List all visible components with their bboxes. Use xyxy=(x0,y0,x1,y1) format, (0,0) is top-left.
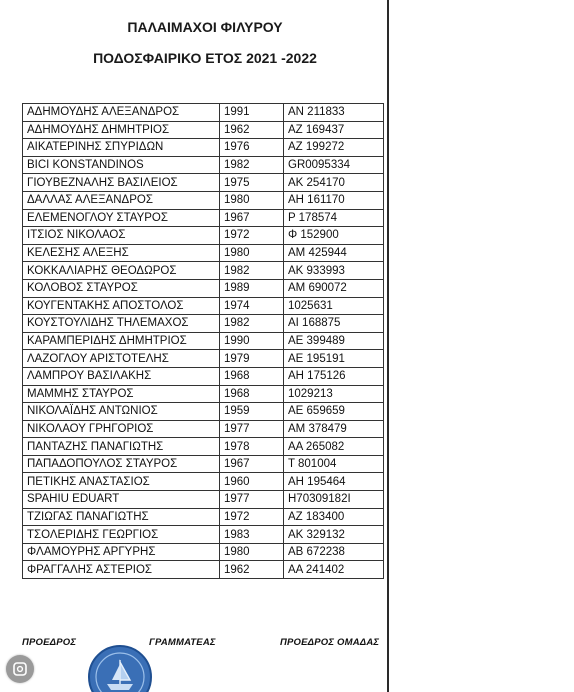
table-row xyxy=(23,367,384,385)
player-id-cell: ΑΜ 425944 xyxy=(284,244,384,262)
table-row xyxy=(23,403,384,421)
table-row xyxy=(23,244,384,262)
player-name-cell: ΜΑΜΜΗΣ ΣΤΑΥΡΟΣ xyxy=(23,385,220,403)
player-year-cell: 1972 xyxy=(220,227,284,245)
player-year-cell: 1975 xyxy=(220,174,284,192)
player-name-cell: ΑΔΗΜΟΥΔΗΣ ΑΛΕΞΑΝΔΡΟΣ xyxy=(23,104,220,122)
player-year-cell: 1991 xyxy=(220,104,284,122)
table-row xyxy=(23,508,384,526)
player-year-cell: 1974 xyxy=(220,297,284,315)
player-year-cell: 1983 xyxy=(220,526,284,544)
player-name-cell: ΑΔΗΜΟΥΔΗΣ ΔΗΜΗΤΡΙΟΣ xyxy=(23,121,220,139)
player-year-cell: 1967 xyxy=(220,209,284,227)
secretary-signature-label: ΓΡΑΜΜΑΤΕΑΣ xyxy=(149,637,216,648)
player-id-cell: ΑΚ 254170 xyxy=(284,174,384,192)
table-row xyxy=(23,104,384,122)
player-year-cell: 1976 xyxy=(220,139,284,157)
table-row xyxy=(23,473,384,491)
player-id-cell: Ρ 178574 xyxy=(284,209,384,227)
player-name-cell: ΠΕΤΙΚΗΣ ΑΝΑΣΤΑΣΙΟΣ xyxy=(23,473,220,491)
table-row xyxy=(23,332,384,350)
player-name-cell: ΛΑΜΠΡΟΥ ΒΑΣΙΛΑΚΗΣ xyxy=(23,367,220,385)
table-row xyxy=(23,121,384,139)
table-row xyxy=(23,455,384,473)
player-year-cell: 1980 xyxy=(220,191,284,209)
player-name-cell: ΚΟΥΣΤΟΥΛΙΔΗΣ ΤΗΛΕΜΑΧΟΣ xyxy=(23,315,220,333)
player-year-cell: 1989 xyxy=(220,279,284,297)
player-name-cell: ΠΑΠΑΔΟΠΟΥΛΟΣ ΣΤΑΥΡΟΣ xyxy=(23,455,220,473)
table-row xyxy=(23,438,384,456)
player-id-cell: ΑΖ 183400 xyxy=(284,508,384,526)
player-id-cell: ΑΗ 195464 xyxy=(284,473,384,491)
player-id-cell: ΑΒ 672238 xyxy=(284,543,384,561)
player-year-cell: 1977 xyxy=(220,491,284,509)
table-row xyxy=(23,526,384,544)
player-year-cell: 1968 xyxy=(220,367,284,385)
player-name-cell: ΛΑΖΟΓΛΟΥ ΑΡΙΣΤΟΤΕΛΗΣ xyxy=(23,350,220,368)
player-year-cell: 1962 xyxy=(220,561,284,579)
player-id-cell: ΑΑ 265082 xyxy=(284,438,384,456)
table-row xyxy=(23,385,384,403)
players-table xyxy=(22,103,384,579)
team-president-signature-label: ΠΡΟΕΔΡΟΣ ΟΜΑΔΑΣ xyxy=(280,637,380,648)
player-year-cell: 1968 xyxy=(220,385,284,403)
player-year-cell: 1982 xyxy=(220,262,284,280)
player-id-cell: ΑΕ 659659 xyxy=(284,403,384,421)
table-row xyxy=(23,297,384,315)
player-id-cell: ΑΚ 329132 xyxy=(284,526,384,544)
table-row xyxy=(23,491,384,509)
player-id-cell: ΑΚ 933993 xyxy=(284,262,384,280)
player-name-cell: ΠΑΝΤΑΖΗΣ ΠΑΝΑΓΙΩΤΗΣ xyxy=(23,438,220,456)
player-year-cell: 1960 xyxy=(220,473,284,491)
player-id-cell: ΑΗ 161170 xyxy=(284,191,384,209)
table-row xyxy=(23,561,384,579)
player-name-cell: ΓΙΟΥΒΕΖΝΑΛΗΣ ΒΑΣΙΛΕΙΟΣ xyxy=(23,174,220,192)
player-id-cell: Τ 801004 xyxy=(284,455,384,473)
player-name-cell: ΚΑΡΑΜΠΕΡΙΔΗΣ ΔΗΜΗΤΡΙΟΣ xyxy=(23,332,220,350)
table-row xyxy=(23,191,384,209)
player-year-cell: 1962 xyxy=(220,121,284,139)
player-year-cell: 1979 xyxy=(220,350,284,368)
table-row xyxy=(23,174,384,192)
club-seal-icon xyxy=(87,644,153,692)
player-name-cell: ΤΖΙΩΓΑΣ ΠΑΝΑΓΙΩΤΗΣ xyxy=(23,508,220,526)
table-row xyxy=(23,543,384,561)
edit-image-button[interactable] xyxy=(6,655,34,683)
player-id-cell: H70309182I xyxy=(284,491,384,509)
player-name-cell: ΚΟΛΟΒΟΣ ΣΤΑΥΡΟΣ xyxy=(23,279,220,297)
player-id-cell: GR0095334 xyxy=(284,156,384,174)
player-year-cell: 1980 xyxy=(220,543,284,561)
table-row xyxy=(23,156,384,174)
table-row xyxy=(23,350,384,368)
player-name-cell: SPAHIU EDUART xyxy=(23,491,220,509)
player-name-cell: ΦΛΑΜΟΥΡΗΣ ΑΡΓΥΡΗΣ xyxy=(23,543,220,561)
player-name-cell: ΝΙΚΟΛΑΟΥ ΓΡΗΓΟΡΙΟΣ xyxy=(23,420,220,438)
player-name-cell: ΤΣΟΛΕΡΙΔΗΣ ΓΕΩΡΓΙΟΣ xyxy=(23,526,220,544)
player-id-cell: ΑΖ 169437 xyxy=(284,121,384,139)
player-name-cell: ΦΡΑΓΓΑΛΗΣ ΑΣΤΕΡΙΟΣ xyxy=(23,561,220,579)
player-name-cell: ΕΛΕΜΕΝΟΓΛΟΥ ΣΤΑΥΡΟΣ xyxy=(23,209,220,227)
player-year-cell: 1978 xyxy=(220,438,284,456)
player-name-cell: ΑΙΚΑΤΕΡΙΝΗΣ ΣΠΥΡΙΔΩΝ xyxy=(23,139,220,157)
player-name-cell: ΝΙΚΟΛΑΪΔΗΣ ΑΝΤΩΝΙΟΣ xyxy=(23,403,220,421)
table-row xyxy=(23,315,384,333)
player-id-cell: ΑΜ 378479 xyxy=(284,420,384,438)
players-table-body xyxy=(23,104,384,579)
player-name-cell: BICI KONSTANDINOS xyxy=(23,156,220,174)
player-year-cell: 1980 xyxy=(220,244,284,262)
player-id-cell: ΑΕ 195191 xyxy=(284,350,384,368)
document-title: ΠΑΛΑΙΜΑΧΟΙ ΦΙΛΥΡΟΥ xyxy=(127,19,283,35)
table-row xyxy=(23,279,384,297)
table-row xyxy=(23,262,384,280)
player-id-cell: ΑΑ 241402 xyxy=(284,561,384,579)
player-name-cell: ΙΤΣΙΟΣ ΝΙΚΟΛΑΟΣ xyxy=(23,227,220,245)
player-year-cell: 1982 xyxy=(220,315,284,333)
player-year-cell: 1982 xyxy=(220,156,284,174)
table-row xyxy=(23,227,384,245)
page-edge-divider xyxy=(387,0,389,692)
player-id-cell: 1025631 xyxy=(284,297,384,315)
president-signature-label: ΠΡΟΕΔΡΟΣ xyxy=(22,637,77,648)
player-name-cell: ΚΕΛΕΣΗΣ ΑΛΕΞΗΣ xyxy=(23,244,220,262)
player-year-cell: 1967 xyxy=(220,455,284,473)
table-row xyxy=(23,420,384,438)
player-id-cell: ΑΕ 399489 xyxy=(284,332,384,350)
player-year-cell: 1977 xyxy=(220,420,284,438)
player-year-cell: 1972 xyxy=(220,508,284,526)
player-id-cell: AN 211833 xyxy=(284,104,384,122)
player-name-cell: ΚΟΚΚΑΛΙΑΡΗΣ ΘΕΟΔΩΡΟΣ xyxy=(23,262,220,280)
player-year-cell: 1990 xyxy=(220,332,284,350)
player-id-cell: ΑΗ 175126 xyxy=(284,367,384,385)
player-id-cell: 1029213 xyxy=(284,385,384,403)
player-id-cell: ΑΜ 690072 xyxy=(284,279,384,297)
table-row xyxy=(23,209,384,227)
player-name-cell: ΚΟΥΓΕΝΤΑΚΗΣ ΑΠΟΣΤΟΛΟΣ xyxy=(23,297,220,315)
player-id-cell: ΑΖ 199272 xyxy=(284,139,384,157)
player-id-cell: Φ 152900 xyxy=(284,227,384,245)
table-row xyxy=(23,139,384,157)
document-subtitle: ΠΟΔΟΣΦΑΙΡΙΚΟ ΕΤΟΣ 2021 -2022 xyxy=(93,50,317,66)
player-id-cell: ΑΙ 168875 xyxy=(284,315,384,333)
player-name-cell: ΔΑΛΛΑΣ ΑΛΕΞΑΝΔΡΟΣ xyxy=(23,191,220,209)
player-year-cell: 1959 xyxy=(220,403,284,421)
edit-image-icon xyxy=(12,661,28,677)
